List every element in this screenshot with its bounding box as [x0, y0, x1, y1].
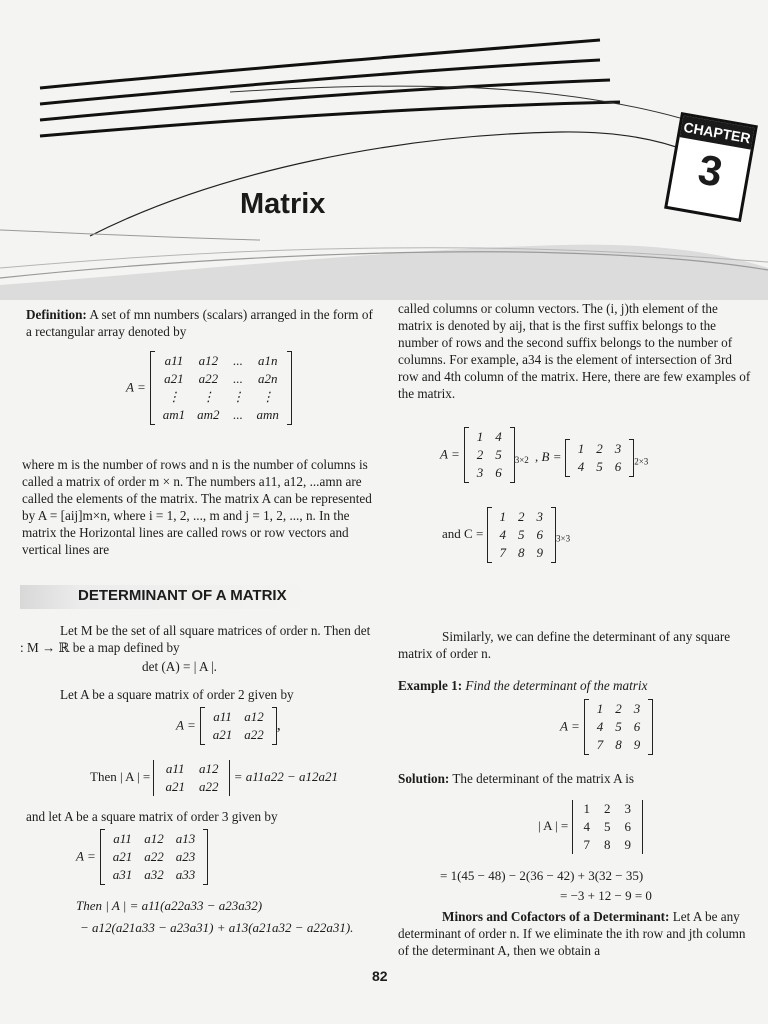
section-title: DETERMINANT OF A MATRIX [78, 587, 287, 604]
det-cell: 1 [583, 801, 590, 816]
matrix-cell: 1 [499, 509, 507, 524]
example-matrix-c-bracket [487, 508, 557, 562]
matrix-cell: 3 [536, 509, 544, 524]
definition-label: Definition: [26, 307, 87, 322]
calc-line-2: = −3 + 12 − 9 = 0 [560, 888, 652, 903]
matrix-cell: ⋮ [261, 389, 275, 404]
matrix-cell: 2 [518, 509, 525, 524]
matrix-cell: a31 [112, 867, 133, 882]
det-cell: 5 [604, 819, 611, 834]
matrix-cell: 7 [499, 545, 507, 560]
det-cell: 2 [604, 801, 611, 816]
matrix-cell: 6 [633, 719, 641, 734]
matrix-cell: a33 [175, 867, 196, 882]
matrix-cell: 2 [596, 441, 603, 456]
matrix-cell: 1 [577, 441, 585, 456]
matrix-cell: 6 [536, 527, 544, 542]
matrix-cell: ⋮ [201, 389, 215, 404]
matrix-cell: 4 [596, 719, 604, 734]
matrix-cell: a21 [212, 727, 233, 742]
example-1 [398, 677, 647, 694]
matrix-cell: ⋮ [231, 389, 245, 404]
matrix-cell: 7 [596, 737, 604, 752]
solution-label: Solution: [398, 771, 450, 786]
matrix-cell: amn [256, 407, 279, 422]
example-label: Example 1: [398, 678, 463, 693]
matrix-cell: a22 [144, 849, 164, 864]
det-cell: a12 [198, 761, 219, 776]
matrix-cell: 2 [476, 447, 484, 462]
page-number: 82 [372, 968, 388, 984]
expansion-line-1: Then | A | = a11(a22a33 − a23a32) [76, 898, 263, 913]
matrix-cell: a13 [175, 831, 196, 846]
matrix-cell: a23 [175, 849, 196, 864]
matrix-cell: 5 [518, 527, 525, 542]
matrix-cell: am2 [197, 407, 220, 422]
example-matrix-c [442, 508, 570, 562]
chapter-number: 3 [694, 145, 726, 196]
example-matrix-bracket [584, 700, 654, 754]
matrix-cell: a11 [213, 709, 232, 724]
det-cell: a21 [165, 779, 185, 794]
matrix-cell: a11 [164, 353, 184, 368]
matrix-cell: 3 [476, 465, 484, 480]
matrix-cell: a12 [244, 709, 264, 724]
det-cell: 4 [583, 819, 590, 834]
similar-paragraph: Similarly, we can define the determinant of any square matrix of order n. [398, 629, 731, 661]
matrix-c-order: 3×3 [556, 533, 571, 544]
column-paragraph: called columns or column vectors. The (i, j)th element of the matrix is denoted by aij, that is the first suffix belongs to the number of rows and the second suffix belongs to the number of columns. For example, a34 is the element of intersection of 3rd row and 4th column of the matrix. Here, there are few examples of the matrix. [398, 301, 751, 401]
order-2-intro: Let A be a square matrix of order 2 given by [60, 687, 294, 702]
example-det-bars [572, 800, 644, 854]
matrix-cell: a22 [198, 371, 219, 386]
matrix-cell: 3 [614, 441, 622, 456]
definition-paragraph: where m is the number of rows and n is the number of columns is called a matrix of order m × n. The numbers a11, a12, ...amn are called the elements of the matrix. The matrix A can be represented by A = [aij]m×n, where i = 1, 2, ..., m and j = 1, 2, ..., n. In the matrix the Horizontal lines are called rows or row vectors and vertical lines are [22, 457, 372, 557]
det-cell: 9 [624, 837, 631, 852]
matrix-3x3-bracket [100, 830, 209, 884]
matrix-cell: a11 [113, 831, 132, 846]
example-det [538, 800, 643, 854]
det-a-label: | A | = [538, 817, 569, 833]
matrix-cell: 9 [633, 737, 641, 752]
matrix-cell: ... [233, 407, 243, 422]
minors-paragraph [398, 908, 754, 959]
matrix-cell: 6 [614, 459, 622, 474]
definition-block [26, 306, 376, 340]
det-cell: 7 [583, 837, 590, 852]
determinant-definition: det (A) = | A |. [142, 659, 217, 674]
matrix-cell: 5 [495, 447, 502, 462]
example-matrix: A = 1 2 3 4 5 6 7 8 9 [560, 700, 653, 754]
matrix-a-order: 3×2 [514, 454, 529, 465]
determinant-intro: Let M be the set of all square matrices of order n. Then det : M → ℝ be a map defined by [20, 623, 371, 655]
matrix-c-prefix: and C = [442, 525, 484, 541]
definition-text: A set of mn numbers (scalars) arranged in the form of a rectangular array denoted by [26, 307, 373, 339]
calc-line-1: = 1(45 − 48) − 2(36 − 42) + 3(32 − 35) [440, 868, 644, 883]
matrix-cell: 4 [495, 429, 502, 444]
matrix-cell: a2n [257, 371, 278, 386]
det-cell: 3 [624, 801, 631, 816]
matrix-cell: 1 [596, 701, 604, 716]
then-label: Then | A | = [90, 768, 151, 784]
matrix-cell: ... [233, 371, 243, 386]
matrix-cell: 5 [596, 459, 603, 474]
chapter-label: CHAPTER [680, 115, 755, 149]
matrix-cell: am1 [162, 407, 186, 422]
order-3-intro: and let A be a square matrix of order 3 given by [26, 809, 278, 824]
example-matrix-a: A = 1 4 2 5 3 6 $_{3\times 2}$ [440, 429, 529, 480]
matrix-3x3: A = a11 a12 a13 a21 a22 a23 a31 a32 a33 [76, 830, 208, 884]
det-cell: a11 [165, 761, 185, 776]
matrix-cell: a1n [257, 353, 278, 368]
matrix-cell: ⋮ [167, 389, 181, 404]
chapter-banner [0, 0, 768, 300]
example-text: Find the determinant of the matrix [465, 678, 648, 693]
matrix-cell: a32 [144, 867, 164, 882]
matrix-cell: a12 [144, 831, 164, 846]
section-heading [20, 585, 760, 609]
matrix-a-general: A = a11 a12 ... a1n a21 a22 ... a2n ⋮ ⋮ ⋮ ⋮ am1 am2 ... amn [126, 352, 292, 424]
matrix-cell: 5 [615, 719, 622, 734]
matrix-cell: 4 [499, 527, 507, 542]
det-2x2 [90, 760, 338, 796]
matrix-cell: a22 [244, 727, 264, 742]
det-cell: 8 [604, 837, 611, 852]
matrix-cell: 6 [495, 465, 502, 480]
matrix-cell: 1 [476, 429, 484, 444]
matrix-cell: a21 [164, 371, 184, 386]
expansion-line-2: − a12(a21a33 − a23a31) + a13(a21a32 − a22a31). [80, 920, 354, 935]
matrix-cell: a12 [198, 353, 219, 368]
matrix-a-general-bracket [150, 352, 292, 424]
minors-label: Minors and Cofactors of a Determinant: [442, 909, 670, 924]
matrix-b-order: 2×3 [634, 456, 649, 467]
det-2x2-result: = a11a22 − a12a21 [233, 768, 339, 784]
example-matrix-b: , B = 1 2 3 4 5 6 $_{2\times 3}$ [535, 441, 649, 474]
matrix-cell: 4 [577, 459, 585, 474]
det-2x2-bars [153, 760, 230, 796]
matrix-cell: a21 [112, 849, 133, 864]
matrix-cell: 3 [633, 701, 641, 716]
matrix-2x2-bracket [200, 708, 277, 744]
matrix-cell: 8 [518, 545, 525, 560]
det-cell: a22 [198, 779, 219, 794]
matrix-cell: ... [233, 353, 243, 368]
chapter-title: Matrix [240, 188, 326, 220]
minors-text: Let A be any determinant of order n. If we eliminate the ith row and jth column of the determinant A, then we obtain a [398, 909, 746, 958]
solution [398, 770, 634, 787]
matrix-cell: 9 [536, 545, 544, 560]
det-cell: 6 [624, 819, 631, 834]
example-matrix-a-bracket [464, 428, 515, 482]
matrix-cell: 8 [615, 737, 622, 752]
matrix-cell: 2 [615, 701, 622, 716]
matrix-2x2: A = a11 a12 a21 a22 , [176, 709, 281, 742]
example-matrix-b-bracket [565, 440, 635, 476]
solution-text: The determinant of the matrix A is [452, 771, 635, 786]
